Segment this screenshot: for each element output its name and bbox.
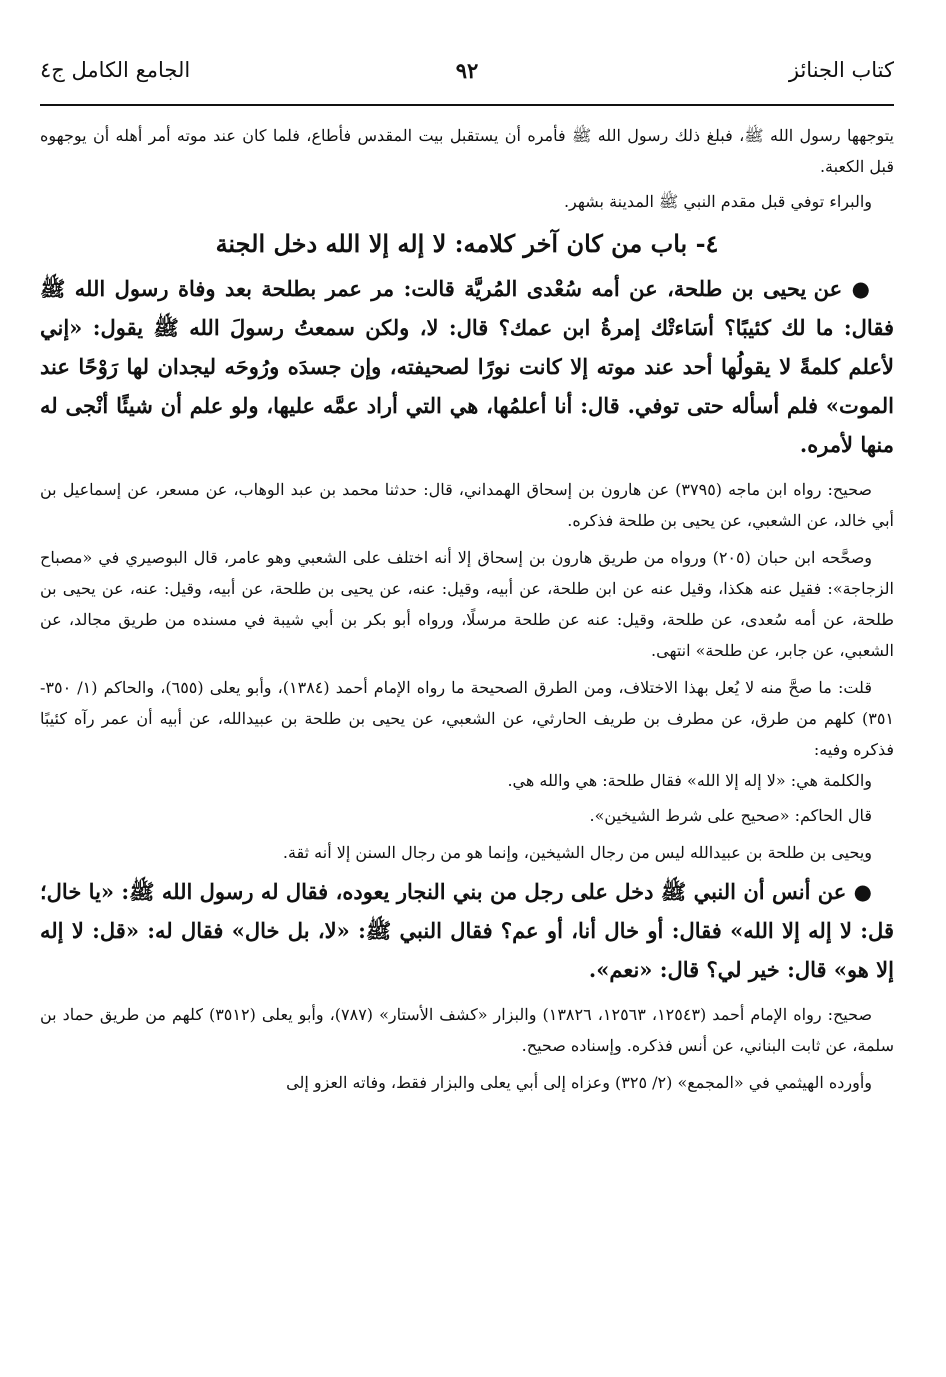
- takhrij-2-p2: وأورده الهيثمي في «المجمع» (٢/ ٣٢٥) وعزاه إلى أبي يعلى والبزار فقط، وفاته العزو إلى: [286, 1073, 872, 1092]
- bullet-icon: ●: [853, 879, 872, 904]
- header-volume: الجامع الكامل ج٤: [40, 58, 191, 82]
- intro-paragraph: يتوجهها رسول الله ﷺ، فبلغ ذلك رسول الله ﷺ فأمره أن يستقبل بيت المقدس فأطاع، فلما كان عند موته أمر أهله أن يوجهوه قبل الكعبة.: [40, 126, 895, 176]
- page-body: [40, 120, 894, 1098]
- bullet-icon: ●: [851, 276, 873, 301]
- takhrij-1-p2: وصحَّحه ابن حبان (٢٠٥) ورواه من طريق هارون بن إسحاق إلا أنه اختلف على الشعبي وهو عامر، قال البوصيري في «مصباح الزجاجة»: فقيل عنه هكذا، وقيل عنه عن ابن طلحة، عن أبيه، وقيل: عنه، عن يحيى بن طلحة، عن أبيه، وقيل: عنه، عن يحيى بن طلحة، عن أمه سُعدى، عن طلحة، وقيل: عنه عن طلحة مرسلًا، ورواه أبو بكر بن أبي شيبة في مسنده من طريق مجالد، عن الشعبي، عن جابر، عن طلحة» انتهى.: [40, 548, 894, 660]
- header-divider: [40, 104, 894, 106]
- takhrij-1-p1: صحيح: رواه ابن ماجه (٣٧٩٥) عن هارون بن إسحاق الهمداني، قال: حدثنا محمد بن عبد الوهاب، عن مسعر، عن إسماعيل بن أبي خالد، عن الشعبي، عن يحيى بن طلحة فذكره.: [40, 480, 894, 530]
- header-book-section: كتاب الجنائز: [788, 58, 894, 82]
- takhrij-1-p3: قلت: ما صحَّ منه لا يُعل بهذا الاختلاف، ومن الطرق الصحيحة ما رواه الإمام أحمد (١٣٨٤)، وأبو يعلى (٦٥٥)، والحاكم (١/ ٣٥٠- ٣٥١) كلهم من طرق، عن مطرف بن طريف الحارثي، عن الشعبي، عن يحيى بن طلحة بن عبيدالله، عن أبيه أن عمر رآه كئيبًا فذكره وفيه:: [40, 678, 894, 759]
- intro-note: والبراء توفي قبل مقدم النبي ﷺ المدينة بشهر.: [563, 192, 872, 211]
- takhrij-1-p6: ويحيى بن طلحة بن عبيدالله ليس من رجال الشيخين، وإنما هو من رجال السنن إلا أنه ثقة.: [282, 843, 872, 862]
- takhrij-2-p1: صحيح: رواه الإمام أحمد (١٢٥٤٣، ١٢٥٦٣، ١٣٨٢٦) والبزار «كشف الأستار» (٧٨٧)، وأبو يعلى (٣٥١٢) كلهم من طريق حماد بن سلمة، عن ثابت البناني، عن أنس فذكره. وإسناده صحيح.: [40, 1005, 894, 1055]
- header-page-number: ٩٢: [455, 58, 479, 83]
- page-header: [40, 58, 894, 94]
- hadith-2: [40, 872, 894, 989]
- chapter-title: ٤- باب من كان آخر كلامه: لا إله إلا الله دخل الجنة: [215, 229, 719, 258]
- hadith-2-text: عن أنس أن النبي ﷺ دخل على رجل من بني النجار يعوده، فقال له رسول الله ﷺ: «يا خال؛ قل: لا إله إلا الله» فقال: أو خال أنا، أو عم؟ فقال النبي ﷺ: «لا، بل خال» فقال له: «قل: لا إله إلا هو» قال: خير لي؟ قال: «نعم».: [40, 879, 894, 982]
- hadith-1-text: عن يحيى بن طلحة، عن أمه سُعْدى المُريَّة قالت: مر عمر بطلحة بعد وفاة رسول الله ﷺ فقال: ما لك كئيبًا؟ أسَاءتْك إمرةُ ابن عمك؟ قال: لا، ولكن سمعتُ رسولَ الله ﷺ يقول: «إني لأعلم كلمةً لا يقولُها أحد عند موته إلا كانت نورًا لصحيفته، وإن جسدَه ورُوحَه ليجدان لها رَوْحًا عند الموت» فلم أسأله حتى توفي. قال: أنا أعلمُها، هي التي أراد عمَّه عليها، ولو علم أن شيئًا أنْجى له منها لأمره.: [40, 276, 894, 457]
- takhrij-1-p4: والكلمة هي: «لا إله إلا الله» فقال طلحة: هي والله هي.: [507, 771, 872, 790]
- hadith-1: [40, 269, 894, 464]
- takhrij-1-p5: قال الحاكم: «صحيح على شرط الشيخين».: [589, 806, 872, 825]
